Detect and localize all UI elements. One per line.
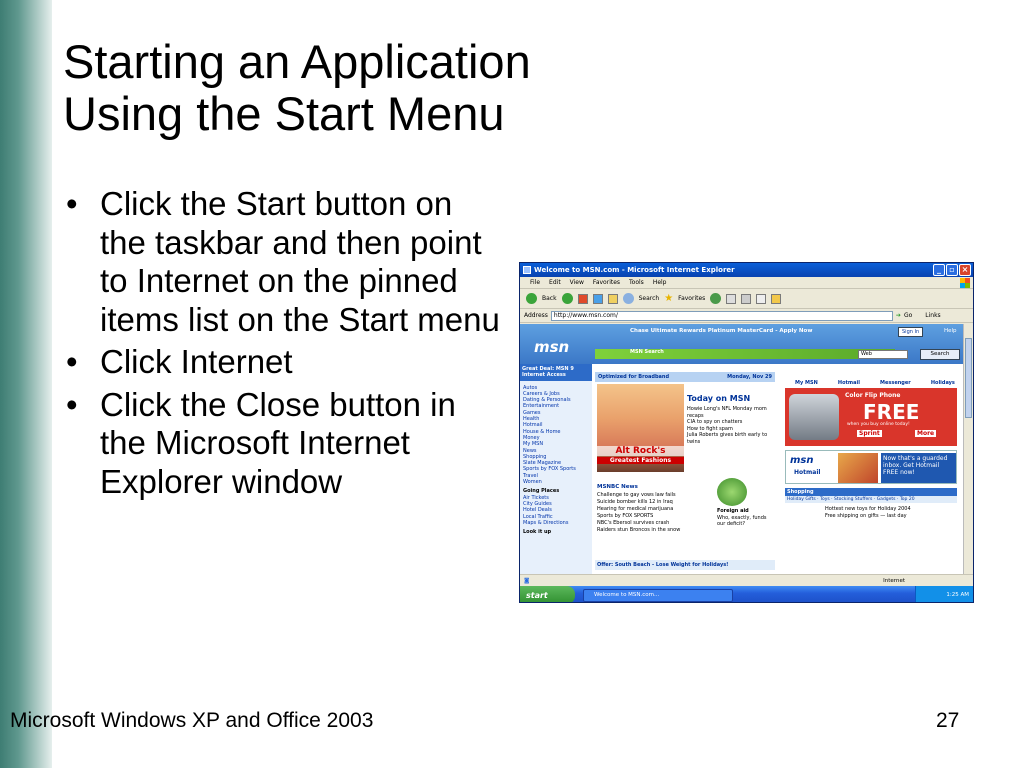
minimize-button[interactable]: _ [933, 264, 945, 276]
menu-favorites[interactable]: Favorites [592, 279, 621, 286]
offer-link[interactable]: Offer: South Beach - Lose Weight for Holidays! [595, 560, 775, 570]
address-bar [520, 309, 973, 323]
sprint-logo: Sprint [859, 430, 880, 437]
ie-window-title: Welcome to MSN.com - Microsoft Internet Explorer [534, 266, 735, 274]
news-item[interactable]: Raiders stun Broncos in the snow [597, 527, 681, 533]
windows-logo-icon [960, 278, 970, 288]
address-value: http://www.msn.com/ [553, 312, 618, 319]
news-list [597, 492, 715, 534]
leftnav-item[interactable]: Hotmail [523, 422, 543, 429]
msn-right [785, 364, 965, 574]
sprint-note: when you buy online today! [847, 422, 910, 427]
hotmail-logo-text: Hotmail [794, 469, 821, 476]
page-number: 27 [936, 709, 960, 732]
leftnav-item[interactable]: Maps & Directions [523, 519, 569, 526]
promo-link[interactable]: Chase Ultimate Rewards Platinum MasterCard - Apply Now [630, 328, 813, 334]
leftnav-item[interactable]: Travel [523, 472, 538, 479]
leftnav-item[interactable]: News [523, 447, 537, 454]
foreign-aid-feature [717, 478, 775, 528]
maximize-button[interactable]: ▫ [946, 264, 958, 276]
status-bar [520, 574, 974, 586]
news-item[interactable]: Challenge to gay vows law fails [597, 492, 676, 498]
start-button[interactable] [520, 586, 575, 603]
window-buttons [933, 264, 971, 276]
foreign-head[interactable]: Foreign aid [717, 508, 749, 514]
shopping-item[interactable]: Free shipping on gifts — last day [825, 513, 907, 519]
close-button[interactable]: × [959, 264, 971, 276]
menu-help[interactable]: Help [652, 279, 667, 286]
ie-screenshot [519, 262, 974, 603]
leftnav-item[interactable]: Air Tickets [523, 494, 549, 501]
history-icon[interactable] [710, 293, 721, 304]
ie-menubar [520, 277, 973, 289]
sprint-ad-line: Color Flip Phone [845, 392, 901, 399]
today-item[interactable]: CIA to spy on chatters [687, 419, 743, 425]
date-label: Monday, Nov 29 [727, 374, 772, 380]
back-label[interactable]: Back [542, 295, 557, 302]
msn-header [520, 324, 965, 364]
side-band [0, 0, 52, 768]
msn-center [595, 372, 775, 572]
photo-caption-1[interactable]: Alt Rock's [597, 446, 684, 456]
ie-title-bar [520, 263, 973, 277]
msn-left-nav [520, 364, 592, 574]
today-list [687, 406, 775, 445]
leftnav-section: Look it up [523, 529, 552, 536]
leftnav-item[interactable]: Slate Magazine [523, 460, 562, 467]
leftnav-item[interactable]: Women [523, 479, 542, 486]
leftnav-section: Going Places [523, 488, 560, 495]
print-icon[interactable] [741, 294, 751, 304]
news-header[interactable]: MSNBC News [597, 484, 638, 490]
shopping-header[interactable]: Shopping [785, 488, 957, 496]
tab-hotmail[interactable]: Hotmail [837, 380, 860, 386]
leftnav-item[interactable]: Shopping [523, 453, 547, 460]
hotmail-promo: Now that's a guarded inbox. Get Hotmail FREE now! [881, 453, 956, 483]
page-icon: ◙ [524, 577, 530, 584]
leftnav-item[interactable]: Careers & Jobs [523, 390, 560, 397]
search-scope-select[interactable]: Web [858, 350, 908, 359]
leftnav-header[interactable]: Great Deal: MSN 9 Internet Access [520, 364, 592, 381]
search-icon[interactable] [623, 293, 634, 304]
ie-icon [523, 266, 531, 274]
news-item[interactable]: Sports by FOX SPORTS [597, 513, 654, 519]
menu-edit[interactable]: Edit [549, 279, 561, 286]
sign-in-button[interactable]: Sign In [898, 327, 923, 337]
shopping-sub[interactable]: Holiday Gifts · Toys · Stocking Stuffers · Gadgets · Top 20 [785, 496, 957, 503]
forward-arrow-icon[interactable] [562, 293, 573, 304]
shopping-item[interactable]: Hottest new toys for Holiday 2004 [825, 506, 911, 512]
news-item[interactable]: NBC's Ebersol survives crash [597, 520, 670, 526]
msn-search-label: MSN Search [630, 349, 664, 355]
folder-icon[interactable] [771, 294, 781, 304]
title-line-1: Starting an Application [63, 35, 531, 88]
leftnav-item[interactable]: Autos [523, 384, 538, 391]
clock: 1:25 AM [946, 592, 969, 598]
broadband-bar [595, 372, 775, 382]
leftnav-item[interactable]: Games [523, 409, 541, 416]
search-label[interactable]: Search [638, 295, 660, 302]
mail-icon[interactable] [726, 294, 736, 304]
msn-logo[interactable]: msn [534, 338, 570, 356]
msn-page [520, 324, 965, 574]
leftnav-item[interactable]: Entertainment [523, 403, 560, 410]
sprint-free: FREE [863, 400, 920, 424]
go-arrow-icon[interactable]: ➔ [895, 312, 901, 319]
globe-icon[interactable] [717, 478, 747, 506]
tab-holidays[interactable]: Holidays [930, 380, 955, 386]
phone-image [789, 394, 839, 440]
photo-caption-2[interactable]: Greatest Fashions [597, 457, 684, 464]
taskbar-item[interactable]: Welcome to MSN.com... [583, 589, 733, 602]
system-tray [915, 586, 974, 603]
leftnav-item[interactable]: Health [523, 416, 540, 423]
stop-icon[interactable] [578, 294, 588, 304]
favorites-label[interactable]: Favorites [678, 295, 706, 302]
edit-icon[interactable] [756, 294, 766, 304]
leftnav-item[interactable]: My MSN [523, 441, 544, 448]
go-button[interactable]: Go [903, 312, 913, 319]
bullet-list [60, 185, 500, 505]
back-arrow-icon[interactable] [526, 293, 537, 304]
today-item[interactable]: Howie Long's NFL Monday mom recaps [687, 406, 767, 419]
leftnav-item[interactable]: Dating & Personals [523, 397, 571, 404]
tab-messenger[interactable]: Messenger [880, 380, 911, 386]
today-item[interactable]: Julia Roberts gives birth early to twins [687, 432, 768, 445]
more-button[interactable]: More [917, 430, 935, 437]
hotmail-art [838, 453, 878, 483]
leftnav-item[interactable]: Hotel Deals [523, 507, 552, 514]
menu-view[interactable]: View [569, 279, 584, 286]
refresh-icon[interactable] [593, 294, 603, 304]
shopping-list [825, 506, 911, 520]
address-input[interactable] [551, 311, 893, 321]
msn-search-button[interactable]: Search [920, 349, 960, 360]
bullet-item: • Click Internet [60, 343, 500, 382]
service-tabs [785, 364, 965, 386]
ie-toolbar [520, 289, 973, 309]
hotmail-logo: msn [790, 455, 814, 466]
menu-file[interactable]: File [530, 279, 541, 286]
leftnav-item[interactable]: Money [523, 434, 540, 441]
zone-label: Internet [883, 577, 905, 584]
leftnav-item[interactable]: Sports by FOX Sports [523, 466, 576, 473]
bullet-item: • Click the Start button on the taskbar and then point to Internet on the pinned items list on the Start menu [60, 185, 500, 339]
favorites-star-icon[interactable]: ★ [664, 293, 674, 304]
footer-text: Microsoft Windows XP and Office 2003 [10, 709, 374, 732]
hotmail-ad[interactable] [785, 450, 957, 484]
help-link[interactable]: Help [944, 328, 957, 334]
bullet-item: • Click the Close button in the Microsoft Internet Explorer window [60, 386, 500, 502]
foreign-text[interactable]: Who, exactly, funds our deficit? [717, 514, 767, 527]
leftnav-item[interactable]: City Guides [523, 500, 552, 507]
title-line-2: Using the Start Menu [63, 87, 505, 140]
today-item[interactable]: How to fight spam [687, 425, 733, 432]
news-item[interactable]: Hearing for medical marijuana [597, 506, 674, 512]
sprint-ad[interactable] [785, 388, 957, 446]
start-label: start [526, 590, 548, 600]
address-label: Address [524, 312, 548, 319]
today-title: Today on MSN [687, 394, 751, 403]
scroll-thumb[interactable] [965, 338, 972, 418]
taskbar [520, 586, 974, 603]
home-icon[interactable] [608, 294, 618, 304]
tab-my-msn[interactable]: My MSN [795, 380, 818, 386]
scrollbar[interactable] [963, 324, 973, 574]
slide-title [63, 36, 531, 140]
leftnav-item[interactable]: House & Home [523, 428, 561, 435]
leftnav-item[interactable]: Local Traffic [523, 513, 553, 520]
menu-tools[interactable]: Tools [629, 279, 644, 286]
links-label[interactable]: Links [925, 312, 941, 319]
broadband-label[interactable]: Optimized for Broadband [598, 374, 670, 380]
news-item[interactable]: Suicide bomber kills 12 in Iraq [597, 499, 673, 505]
